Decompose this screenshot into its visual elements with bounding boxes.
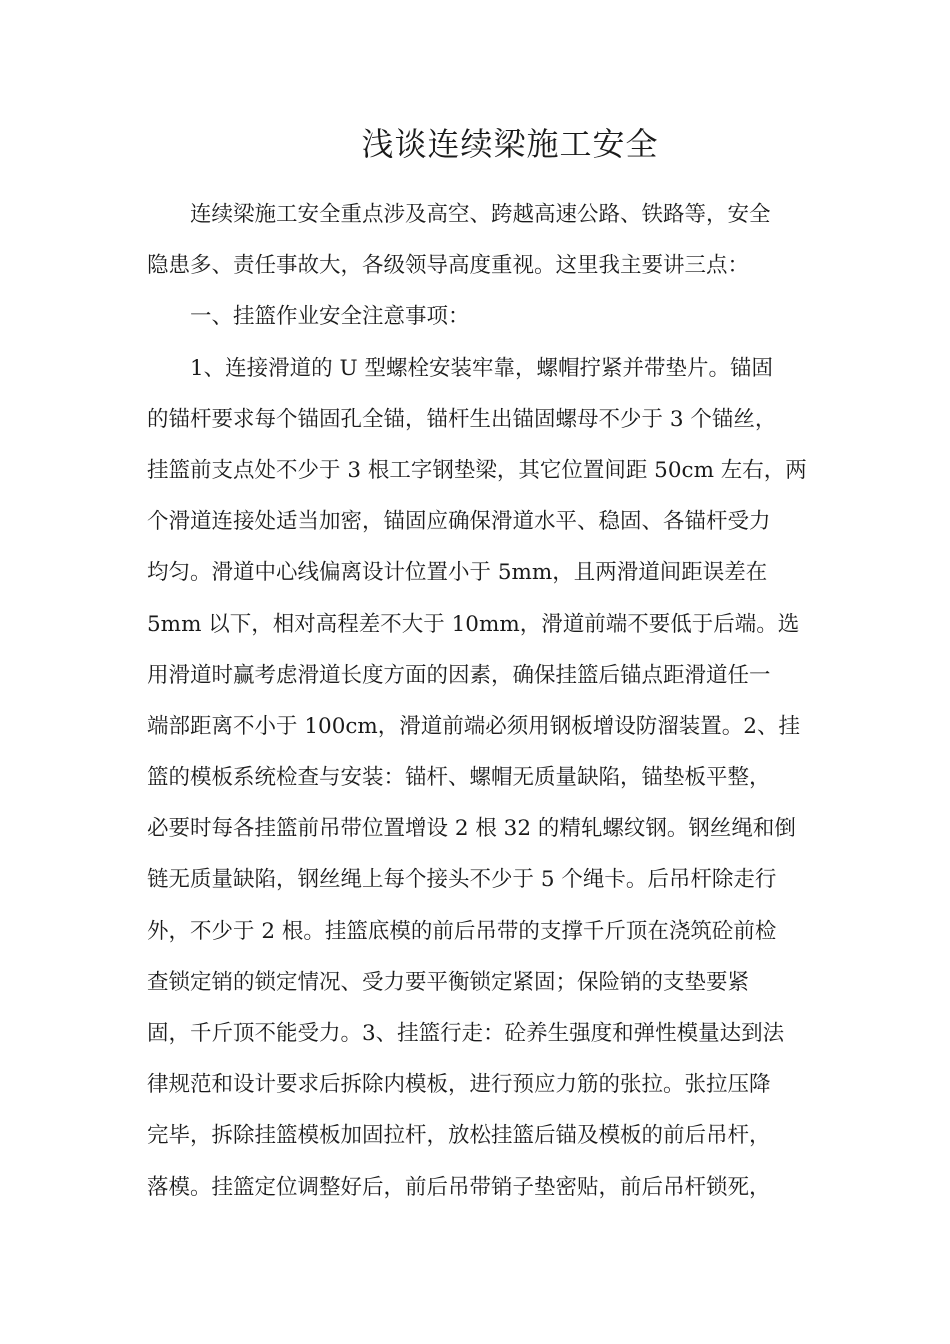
- body-line: 律规范和设计要求后拆除内模板，进行预应力筋的张拉。张拉压降: [147, 1072, 771, 1098]
- body-line: 必要时每各挂篮前吊带位置增设 2 根 32 的精轧螺纹钢。钢丝绳和倒: [147, 816, 796, 842]
- body-line: 连续梁施工安全重点涉及高空、跨越高速公路、铁路等，安全: [147, 202, 771, 227]
- body-line: 的锚杆要求每个锚固孔全锚，锚杆生出锚固螺母不少于 3 个锚丝，: [147, 406, 777, 432]
- body-line: 端部距离不小于 100cm，滑道前端必须用钢板增设防溜装置。2、挂: [147, 713, 800, 739]
- body-line: 个滑道连接处适当加密，锚固应确保滑道水平、稳固、各锚杆受力: [147, 509, 771, 535]
- body-line: 用滑道时赢考虑滑道长度方面的因素，确保挂篮后锚点距滑道任一: [147, 662, 771, 688]
- body-line: 链无质量缺陷，钢丝绳上每个接头不少于 5 个绳卡。后吊杆除走行: [147, 867, 777, 893]
- body-line: 篮的模板系统检查与安装：锚杆、螺帽无质量缺陷，锚垫板平整，: [147, 765, 771, 791]
- body-line: 1、连接滑道的 U 型螺栓安装牢靠，螺帽拧紧并带垫片。锚固: [147, 355, 773, 381]
- body-line: 完毕，拆除挂篮模板加固拉杆，放松挂篮后锚及模板的前后吊杆，: [147, 1123, 771, 1149]
- body-line: 均匀。滑道中心线偏离设计位置小于 5mm，且两滑道间距误差在: [147, 560, 768, 586]
- document-title: 浅谈连续梁施工安全: [361, 125, 659, 163]
- body-line: 隐患多、责任事故大，各级领导高度重视。这里我主要讲三点：: [147, 253, 750, 279]
- body-line: 落模。挂篮定位调整好后，前后吊带销子垫密贴，前后吊杆锁死，: [147, 1174, 771, 1200]
- body-line: 5mm 以下，相对高程差不大于 10mm，滑道前端不要低于后端。选: [147, 611, 800, 637]
- body-line: 外，不少于 2 根。挂篮底模的前后吊带的支撑千斤顶在浇筑砼前检: [147, 918, 777, 944]
- body-line: 挂篮前支点处不少于 3 根工字钢垫梁，其它位置间距 50cm 左右，两: [147, 457, 807, 483]
- section-heading: 一、挂篮作业安全注意事项：: [147, 304, 470, 330]
- body-line: 固，千斤顶不能受力。3、挂篮行走：砼养生强度和弹性模量达到法: [147, 1021, 785, 1046]
- document-body: [147, 189, 807, 1213]
- body-line: 查锁定销的锁定情况、受力要平衡锁定紧固；保险销的支垫要紧: [147, 969, 750, 995]
